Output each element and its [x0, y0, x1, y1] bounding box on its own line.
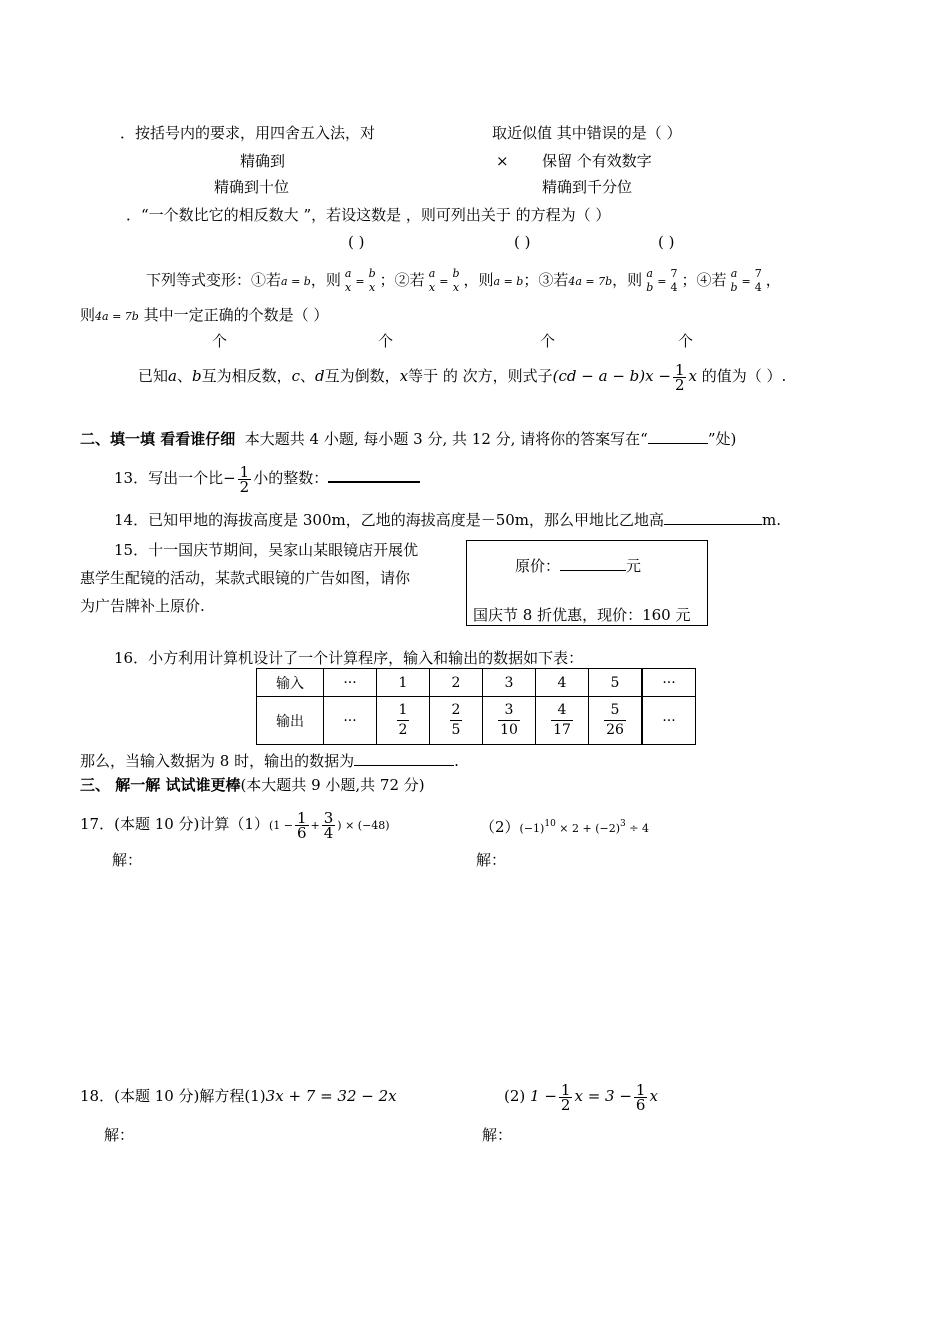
q11-eq2: a = b [493, 275, 524, 288]
q17-expr2-b: × 2 + (−2) [555, 822, 621, 835]
q12-var-c: c [291, 367, 301, 385]
q11-frac3: a x [428, 267, 436, 294]
q11-semi3: ；④若 [681, 271, 727, 289]
output-label-cell: 输出 [257, 697, 324, 745]
q16-text: 16．小方利用计算机设计了一个计算程序，输入和输出的数据如下表： [114, 649, 584, 667]
q12-text1: 已知 [138, 367, 169, 385]
q15-line3: 为广告牌补上原价. [80, 597, 205, 615]
q11-eqsign3: = [657, 275, 667, 288]
q12-sep1: 、 [176, 367, 192, 385]
q18-solution-1[interactable]: 解： [104, 1126, 135, 1144]
q17-label: 17．(本题 10 分)计算（1） [80, 815, 269, 833]
q12-var-x: x [399, 367, 409, 385]
q11-option-2: 个 [378, 332, 394, 350]
q11-eq3: 4a = 7b [568, 275, 613, 288]
q11-semi2: ；③若 [523, 271, 569, 289]
q11-eq4: 4a = 7b [95, 310, 139, 323]
q12-text5: 的值为（ ）. [701, 367, 787, 385]
q10-option-1: ( ) [348, 233, 365, 251]
q13-line [114, 460, 420, 496]
q18-part2-label: (2) [504, 1087, 526, 1105]
q18-line [80, 1087, 397, 1105]
q16-answer-blank[interactable] [354, 765, 454, 766]
q17-part2 [480, 815, 649, 838]
q11-frac7: a b [730, 267, 738, 294]
q16-after-text: 那么，当输入数据为 8 时，输出的数据为 [80, 752, 355, 770]
q9-option-c: 精确到十位 [214, 178, 290, 196]
q14-answer-blank[interactable] [664, 524, 762, 525]
output-cell-1: $\frac{1}{2}$ [377, 697, 430, 745]
ad-price-blank[interactable] [560, 570, 626, 571]
q11-frac5: a b [646, 267, 654, 294]
q11-option-3: 个 [540, 332, 556, 350]
q17-expr2-c: ÷ 4 [625, 822, 649, 835]
q9-option-a: 精确到 [240, 152, 286, 170]
q10-option-3: ( ) [658, 233, 675, 251]
q11-comma: ， [765, 271, 781, 289]
q9-option-d: 精确到千分位 [542, 178, 633, 196]
q12-text2: 互为相反数， [201, 367, 292, 385]
q18-solution-2[interactable]: 解： [482, 1126, 513, 1144]
q12-sep2: 、 [300, 367, 316, 385]
section2-desc: 本大题共 4 小题, 每小题 3 分, 共 12 分, 请将你的答案写在“ [244, 430, 648, 448]
input-cell-3: 3 [483, 669, 536, 697]
section3-heading: 三、 解一解 试试谁更棒 [80, 776, 241, 794]
ad-price-unit: 元 [626, 557, 642, 575]
ad-price-row [515, 557, 641, 575]
output-cell-5: $\frac{5}{26}$ [589, 697, 643, 745]
q11-prefix: 下列等式变形：①若 [146, 271, 282, 289]
output-cell-2: $\frac{2}{5}$ [430, 697, 483, 745]
q18-fraction-1: $\frac{1}{2}$ [560, 1080, 571, 1114]
input-cell-5: 5 [589, 669, 643, 697]
section3-header [80, 776, 425, 794]
q18-label: 18．(本题 10 分)解方程(1) [80, 1087, 266, 1105]
q11-frac4: b x [452, 267, 460, 294]
q11-frac6: 7 4 [670, 267, 678, 294]
q14-text: 14．已知甲地的海拔高度是 300m，乙地的海拔高度是－50m，那么甲地比乙地高 [114, 511, 665, 529]
q12-text3: 互为倒数， [324, 367, 400, 385]
q17-expr2-a: (−1) [519, 822, 545, 835]
ad-price-label: 原价： [515, 557, 561, 575]
q17-part2-label: （2） [480, 818, 520, 836]
q15-line2: 惠学生配镜的活动，某款式眼镜的广告如图，请你 [80, 569, 411, 587]
q18-expr-c: x [649, 1087, 658, 1105]
q17-solution-2[interactable]: 解： [476, 851, 507, 869]
q12-fraction: $\frac{1}{2}$ [674, 360, 685, 394]
q11-then1: ，则 [310, 271, 341, 289]
q11-semi1: ；②若 [379, 271, 425, 289]
q18-equation-1: 3x + 7 = 32 − 2x [265, 1087, 397, 1105]
q17-fraction-2: $\frac{3}{4}$ [323, 808, 334, 842]
input-ellipsis-cell: ··· [324, 669, 377, 697]
q12-var-x2: x [688, 367, 697, 385]
table-row-output [257, 697, 696, 745]
q10-option-2: ( ) [514, 233, 531, 251]
q14-line [114, 511, 781, 529]
q11-eq1: a = b [281, 275, 311, 288]
q11-line2-suffix: 其中一定正确的个数是（ ） [143, 306, 329, 324]
q12-var-d: d [315, 367, 325, 385]
q13-answer-blank[interactable] [328, 481, 420, 483]
q18-expr-a: 1 − [530, 1087, 557, 1105]
q11-eqsign1: = [355, 275, 365, 288]
q9-stem: ．按括号内的要求，用四舍五入法，对 [120, 124, 376, 142]
output-cell-3: $\frac{3}{10}$ [483, 697, 536, 745]
q11-option-4: 个 [678, 332, 694, 350]
q17-line [80, 806, 390, 844]
q14-end: m. [762, 511, 782, 529]
input-ellipsis-end-cell: ··· [642, 669, 696, 697]
q11-line1 [146, 260, 781, 302]
q17-fraction-1: $\frac{1}{6}$ [296, 808, 307, 842]
q9-option-b: 保留 个有效数字 [542, 152, 652, 170]
q17-expr1-start: (1 − [268, 819, 293, 832]
q18-part2 [504, 1078, 658, 1114]
q12-line [138, 358, 786, 394]
input-cell-4: 4 [536, 669, 589, 697]
q12-var-a: a [168, 367, 177, 385]
q16-after [80, 752, 459, 770]
table-row-input [257, 669, 696, 697]
output-cell-4: $\frac{4}{17}$ [536, 697, 589, 745]
q10-stem: ．“一个数比它的相反数大 ”，若设这数是 ，则可列出关于 的方程为（ ） [126, 206, 611, 224]
q9-stem2: 取近似值 其中错误的是（ ） [492, 124, 682, 142]
q13-text2: 小的整数： [253, 469, 329, 487]
input-cell-2: 2 [430, 669, 483, 697]
q11-then3: ，则 [612, 271, 643, 289]
q17-expr1-end: ) × (−48) [337, 819, 390, 832]
q17-plus: + [310, 819, 320, 832]
input-label-cell: 输入 [257, 669, 324, 697]
q12-expression: (cd − a − b)x − [552, 367, 671, 385]
output-ellipsis-cell: ··· [324, 697, 377, 745]
q17-solution-1[interactable]: 解： [112, 851, 143, 869]
q11-then2: ，则 [463, 271, 494, 289]
input-cell-1: 1 [377, 669, 430, 697]
section2-header [80, 430, 736, 448]
q11-line2 [80, 306, 328, 326]
section2-desc-end: ”处) [707, 430, 737, 448]
ad-promo: 国庆节 8 折优惠，现价：160 元 [473, 606, 691, 624]
q11-eqsign2: = [439, 275, 449, 288]
section3-desc: (本大题共 9 小题,共 72 分) [240, 776, 425, 794]
q15-line1: 15．十一国庆节期间，吴家山某眼镜店开展优 [114, 541, 419, 559]
q17-exponent-10: 10 [544, 819, 556, 829]
q17-exponent-3: 3 [620, 819, 626, 829]
io-table [256, 668, 696, 745]
output-ellipsis-end-cell: ··· [642, 697, 696, 745]
q18-expr-b: x = 3 − [574, 1087, 632, 1105]
q11-line2-prefix: 则 [80, 306, 96, 324]
q13-text: 13．写出一个比 [114, 469, 224, 487]
q16-after-end: . [454, 752, 459, 770]
q11-frac8: 7 4 [754, 267, 762, 294]
q9-option-b-symbol: × [496, 152, 509, 170]
section2-blank [648, 443, 708, 444]
q12-var-b: b [191, 367, 202, 385]
q11-eqsign4: = [741, 275, 751, 288]
q11-frac2: b x [368, 267, 376, 294]
q12-text4: 等于 的 次方，则式子 [408, 367, 553, 385]
q13-minus: − [223, 469, 236, 487]
q11-frac1: a x [344, 267, 352, 294]
section2-heading: 二、填一填 看看谁仔细 [80, 430, 236, 448]
advertisement-board [466, 540, 708, 626]
q13-fraction: $\frac{1}{2}$ [239, 462, 250, 496]
q11-option-1: 个 [212, 332, 228, 350]
q18-fraction-2: $\frac{1}{6}$ [635, 1080, 646, 1114]
